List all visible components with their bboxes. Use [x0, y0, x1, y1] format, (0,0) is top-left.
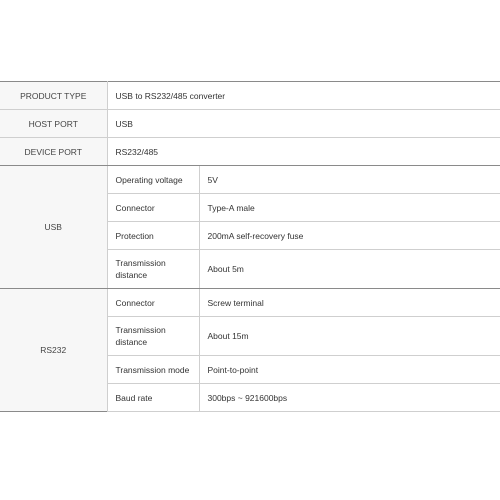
- rs232-item-value: Screw terminal: [199, 289, 500, 317]
- usb-item-name: Connector: [107, 194, 199, 222]
- spec-value-product-type: USB to RS232/485 converter: [107, 82, 500, 110]
- rs232-item-value: 300bps ~ 921600bps: [199, 384, 500, 412]
- rs232-item-name: Transmission mode: [107, 356, 199, 384]
- rs232-item-name: Baud rate: [107, 384, 199, 412]
- rs232-item-value: Point-to-point: [199, 356, 500, 384]
- spec-label-product-type: PRODUCT TYPE: [0, 82, 107, 110]
- rs232-item-value: About 15m: [199, 317, 500, 356]
- spec-value-device-port: RS232/485: [107, 138, 500, 166]
- usb-row: [0, 166, 500, 194]
- spec-value-host-port: USB: [107, 110, 500, 138]
- usb-item-name: Transmission distance: [107, 250, 199, 289]
- usb-item-value: 5V: [199, 166, 500, 194]
- rs232-item-name: Transmission distance: [107, 317, 199, 356]
- rs232-row: [0, 289, 500, 317]
- usb-item-value: Type-A male: [199, 194, 500, 222]
- spec-row-host-port: [0, 110, 500, 138]
- spec-row-device-port: [0, 138, 500, 166]
- rs232-item-name: Connector: [107, 289, 199, 317]
- rs232-section-label: RS232: [0, 289, 107, 412]
- spec-label-host-port: HOST PORT: [0, 110, 107, 138]
- usb-item-name: Operating voltage: [107, 166, 199, 194]
- usb-section-label: USB: [0, 166, 107, 289]
- usb-item-value: About 5m: [199, 250, 500, 289]
- spec-label-device-port: DEVICE PORT: [0, 138, 107, 166]
- spec-row-product-type: [0, 82, 500, 110]
- spec-table: [0, 81, 500, 412]
- usb-item-name: Protection: [107, 222, 199, 250]
- usb-item-value: 200mA self-recovery fuse: [199, 222, 500, 250]
